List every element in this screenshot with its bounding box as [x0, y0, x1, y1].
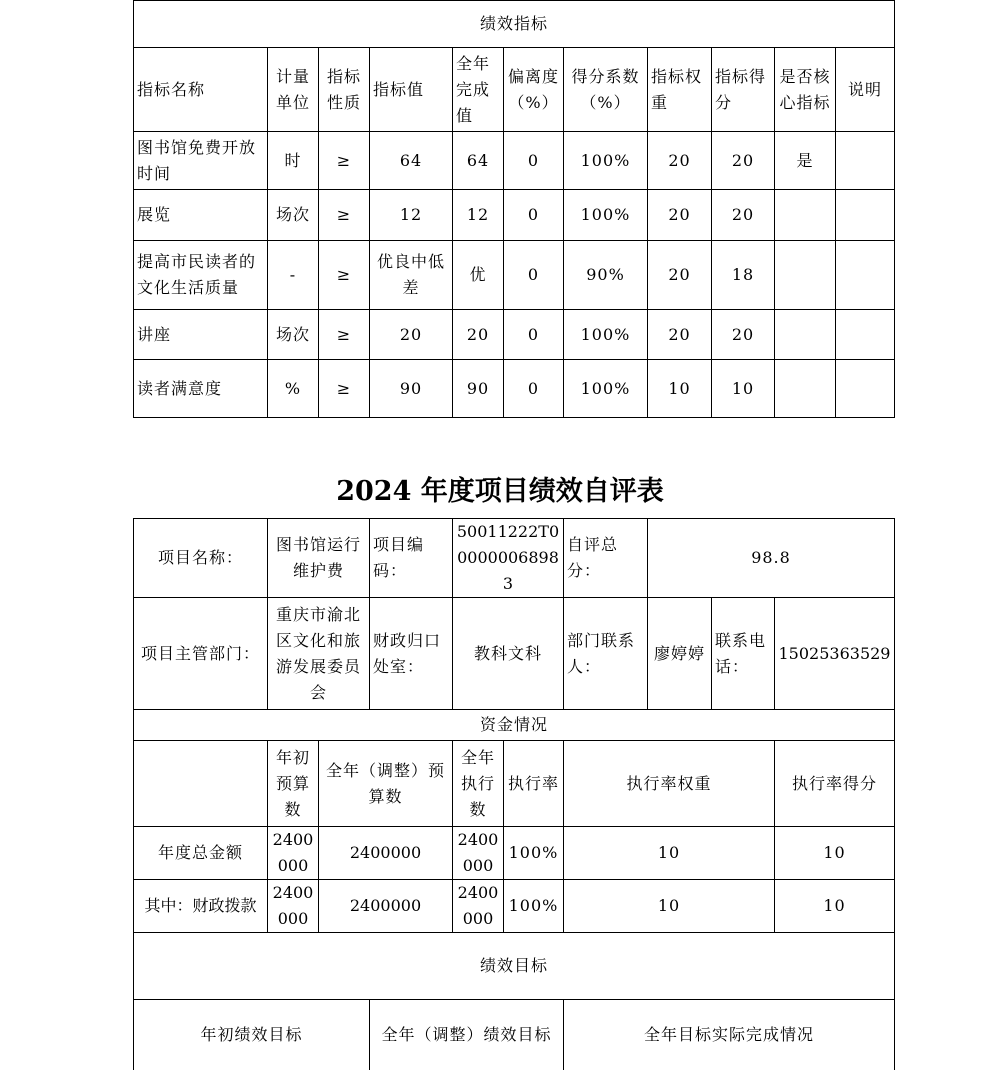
- cell: 0: [504, 190, 564, 241]
- cell: ≥: [319, 241, 370, 310]
- cell: 100%: [564, 190, 648, 241]
- cell: 20: [453, 310, 504, 360]
- cell: 讲座: [134, 310, 268, 360]
- cell: -: [268, 241, 319, 310]
- cell: [836, 132, 895, 190]
- table-row: [134, 190, 895, 241]
- self-score: 98.8: [648, 519, 895, 598]
- cell: 图书馆免费开放时间: [134, 132, 268, 190]
- self-evaluation-table: [133, 518, 895, 1070]
- cell: 2400000: [319, 827, 453, 880]
- cell: ≥: [319, 310, 370, 360]
- project-code-label: 项目编码：: [370, 519, 453, 598]
- header-cell: 得分系数（%）: [564, 48, 648, 132]
- header-cell: 全年（调整）绩效目标: [370, 1000, 564, 1070]
- goals-section-title: 绩效目标: [134, 933, 895, 1000]
- cell: 时: [268, 132, 319, 190]
- contact-label: 部门联系人：: [564, 598, 648, 710]
- phone-number: 15025363529: [775, 598, 895, 710]
- cell: 64: [370, 132, 453, 190]
- header-cell: 执行率得分: [775, 741, 895, 827]
- phone-label: 联系电话：: [712, 598, 775, 710]
- cell: 2400000: [268, 827, 319, 880]
- cell: 10: [775, 827, 895, 880]
- cell: 其中：财政拨款: [134, 880, 268, 933]
- indicator-section-title: 绩效指标: [134, 1, 895, 48]
- cell: 10: [564, 827, 775, 880]
- empty-cell: [134, 741, 268, 827]
- header-cell: 指标性质: [319, 48, 370, 132]
- table-row: [134, 360, 895, 418]
- finance-office-label: 财政归口处室：: [370, 598, 453, 710]
- cell: 场次: [268, 310, 319, 360]
- cell: 12: [453, 190, 504, 241]
- contact-person: 廖婷婷: [648, 598, 712, 710]
- cell: 优良中低差: [370, 241, 453, 310]
- header-cell: 执行率权重: [564, 741, 775, 827]
- goals-header-row: [134, 1000, 895, 1070]
- self-score-label: 自评总分：: [564, 519, 648, 598]
- page-title: 2024 年度项目绩效自评表: [336, 476, 664, 507]
- cell: 优: [453, 241, 504, 310]
- cell: 20: [648, 190, 712, 241]
- cell: 场次: [268, 190, 319, 241]
- project-code: 50011222T000000068983: [453, 519, 564, 598]
- header-cell: 全年目标实际完成情况: [564, 1000, 895, 1070]
- cell: 0: [504, 241, 564, 310]
- cell: 2400000: [268, 880, 319, 933]
- header-cell: 指标得分: [712, 48, 775, 132]
- cell: 展览: [134, 190, 268, 241]
- header-cell: 说明: [836, 48, 895, 132]
- cell: ≥: [319, 190, 370, 241]
- cell: 20: [712, 190, 775, 241]
- cell: 20: [648, 132, 712, 190]
- cell: 90: [453, 360, 504, 418]
- project-name: 图书馆运行维护费: [268, 519, 370, 598]
- cell: 10: [712, 360, 775, 418]
- cell: 18: [712, 241, 775, 310]
- cell: [836, 190, 895, 241]
- cell: 2400000: [453, 827, 504, 880]
- header-cell: 偏离度（%）: [504, 48, 564, 132]
- header-cell: 全年（调整）预算数: [319, 741, 453, 827]
- cell: 2400000: [319, 880, 453, 933]
- cell: 20: [712, 310, 775, 360]
- cell: 20: [370, 310, 453, 360]
- cell: 100%: [504, 827, 564, 880]
- cell: 100%: [564, 132, 648, 190]
- cell: 2400000: [453, 880, 504, 933]
- cell: ≥: [319, 132, 370, 190]
- cell: 10: [775, 880, 895, 933]
- table-row: [134, 241, 895, 310]
- cell: 20: [648, 241, 712, 310]
- cell: 12: [370, 190, 453, 241]
- project-info-row: [134, 519, 895, 598]
- cell: [775, 241, 836, 310]
- cell: 提高市民读者的文化生活质量: [134, 241, 268, 310]
- table-row: [134, 880, 895, 933]
- cell: 100%: [504, 880, 564, 933]
- header-cell: 指标值: [370, 48, 453, 132]
- table-row: [134, 132, 895, 190]
- table-row: [134, 827, 895, 880]
- header-cell: 全年完成值: [453, 48, 504, 132]
- cell: 10: [648, 360, 712, 418]
- department-row: [134, 598, 895, 710]
- cell: 年度总金额: [134, 827, 268, 880]
- funds-header-row: [134, 741, 895, 827]
- header-cell: 计量单位: [268, 48, 319, 132]
- cell: %: [268, 360, 319, 418]
- cell: [836, 360, 895, 418]
- cell: 0: [504, 360, 564, 418]
- department: 重庆市渝北区文化和旅游发展委员会: [268, 598, 370, 710]
- header-cell: 执行率: [504, 741, 564, 827]
- funds-section-title: 资金情况: [134, 710, 895, 741]
- indicator-header-row: [134, 48, 895, 132]
- cell: 读者满意度: [134, 360, 268, 418]
- header-cell: 指标权重: [648, 48, 712, 132]
- cell: ≥: [319, 360, 370, 418]
- cell: [836, 241, 895, 310]
- cell: [836, 310, 895, 360]
- header-cell: 是否核心指标: [775, 48, 836, 132]
- cell: 20: [648, 310, 712, 360]
- cell: 0: [504, 132, 564, 190]
- table-row: [134, 310, 895, 360]
- cell: 100%: [564, 360, 648, 418]
- project-name-label: 项目名称：: [134, 519, 268, 598]
- finance-office: 教科文科: [453, 598, 564, 710]
- header-cell: 指标名称: [134, 48, 268, 132]
- cell: 90%: [564, 241, 648, 310]
- header-cell: 年初预算数: [268, 741, 319, 827]
- header-cell: 年初绩效目标: [134, 1000, 370, 1070]
- cell: 0: [504, 310, 564, 360]
- cell: 10: [564, 880, 775, 933]
- cell: 20: [712, 132, 775, 190]
- cell: [775, 310, 836, 360]
- cell: 100%: [564, 310, 648, 360]
- cell: 64: [453, 132, 504, 190]
- indicator-table: [133, 0, 895, 418]
- cell: 90: [370, 360, 453, 418]
- cell: [775, 360, 836, 418]
- cell: 是: [775, 132, 836, 190]
- header-cell: 全年执行数: [453, 741, 504, 827]
- department-label: 项目主管部门：: [134, 598, 268, 710]
- cell: [775, 190, 836, 241]
